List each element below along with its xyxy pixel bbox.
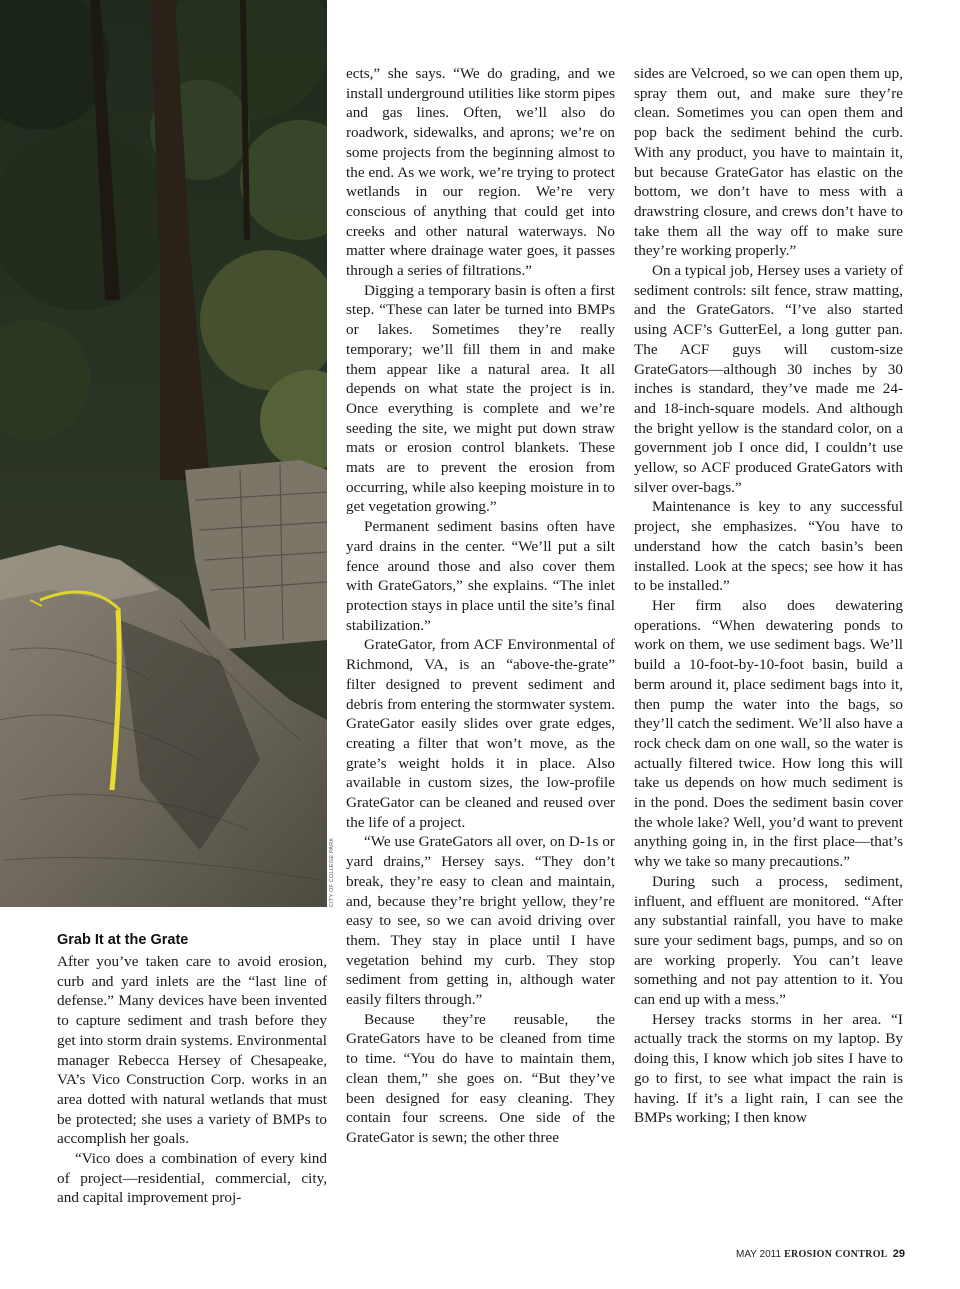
photo-credit: CITY OF COLLEGE PARK [329,837,335,907]
paragraph: Hersey tracks storms in her area. “I actually track the storms on my laptop. By doing this, I know which job sites I have to go to first, to see what impact the rain is having. If it’s a light rain, I can see the BMPs working; I then know [634,1010,903,1127]
paragraph: “Vico does a combination of every kind of project—residential, commercial, city, and capital improvement proj- [57,1150,327,1207]
paragraph: On a typical job, Hersey uses a variety of sediment controls: silt fence, straw matting, and the GrateGators. “I’ve also started using ACF’s GutterEel, a long gutter pan. The ACF guys will custom-size GrateGators—although 30 inches by 30 inches is standard, they’ve made me 24- and 18-inch-square models. And although the bright yellow is the standard color, on a government job I once did, I couldn’t use yellow, so ACF produced GrateGators with silver over-bags.” [634,262,903,496]
page-number: 29 [892,1248,905,1260]
section-heading: Grab It at the Grate [57,932,189,948]
paragraph: Because they’re reusable, the GrateGators have to be cleaned from time to time. “You do have to maintain them, clean them,” she goes on. “But they’ve been designed for easy cleaning. They contain four screens. One side of the GrateGator is sewn; the other three [346,1010,615,1146]
paragraph: Her firm also does dewatering operations. “When dewatering ponds to work on them, we use sediment bags. We’ll build a 10-foot-by-10-foot basin, build a berm around it, place sediment bags into it, then pump the water into the bags, so they’ll catch the sediment. We’ll also have a rock check dam on one wall, so the water is actually filtered twice. How long this will take us depends on how much sediment is in the pond. Does the sediment basin cover the whole lake? Well, you’d want to prevent anything going in, in the first place—that’s why we take so many precautions.” [634,596,903,871]
column-2 [346,64,615,1148]
column-1 [57,952,327,1208]
slope-photo-illustration [0,0,327,907]
paragraph: After you’ve taken care to avoid erosion, curb and yard inlets are the “last line of defense.” Many devices have been invented to capture sediment and trash before they get into storm drain systems. Environmental manager Rebecca Hersey of Chesapeake, VA’s Vico Construction Corp. works in an area dotted with natural wetlands that must be protected; she uses a variety of BMPs to accomplish her goals. [57,953,327,1148]
paragraph: GrateGator, from ACF Environmental of Richmond, VA, is an “above-the-grate” filter designed to prevent sediment and debris from entering the stormwater system. GrateGator easily slides over grate edges, creating a filter that won’t move, as the grate’s weight holds it in place. Also available in custom sizes, the low-profile GrateGator can be cleaned and reused over the life of a project. [346,636,615,831]
paragraph: During such a process, sediment, influent, and effluent are monitored. “After any substantial rainfall, you have to make sure your sediment bags, pumps, and so on are working properly. You can’t leave something and not pay attention to it. You can end up with a mess.” [634,872,903,1009]
paragraph: Digging a temporary basin is often a first step. “These can later be turned into BMPs or lakes. Sometimes they’re really temporary; we’ll fill them in and make them appear like a natural area. It all depends on what state the project is in. Once everything is complete and we’re seeding the site, we might put down straw mats or erosion control blankets. These mats are to prevent the erosion from occurring, while also keeping moisture in to get vegetation growing.” [346,281,615,516]
page-footer [736,1248,905,1260]
issue-date: MAY 2011 [736,1249,782,1260]
paragraph: “We use GrateGators all over, on D-1s or yard drains,” Hersey says. “They don’t break, they’re easy to clean and maintain, and, because they’re bright yellow, they’re easy to see, so we can avoid driving over them. They stay in place until I have vegetation behind my curb. They stop sediment from getting in, although water easily filters through.” [346,833,615,1009]
paragraph: ects,” she says. “We do grading, and we install underground utilities like storm pipes and gas lines. Often, we’ll also do roadwork, sidewalks, and aprons; we’re on some projects from the beginning almost to the end. As we work, we’re trying to protect wetlands in our region. We’re very conscious of anything that could get into creeks and other natural waterways. No matter where drainage water goes, it passes through a series of filtrations.” [346,65,615,280]
column-3 [634,64,903,1128]
paragraph: Maintenance is key to any successful project, she emphasizes. “You have to understand how the catch basin’s been installed. Look at the specs; see how it has to be installed.” [634,498,903,595]
magazine-name: EROSION CONTROL [784,1249,888,1260]
paragraph: Permanent sediment basins often have yard drains in the center. “We’ll put a silt fence around those and also cover them with GrateGators,” she explains. “The inlet protection stays in place until the site’s final stabilization.” [346,518,615,634]
article-photo [0,0,327,907]
paragraph: sides are Velcroed, so we can open them up, spray them out, and make sure they’re clean. Sometimes you can open them and pop back the sediment behind the curb. With any product, you have to maintain it, but because GrateGator has elastic on the bottom, we don’t have to mess with a drawstring closure, and crews don’t have to take them all the way off to make sure they’re working properly.” [634,65,903,260]
